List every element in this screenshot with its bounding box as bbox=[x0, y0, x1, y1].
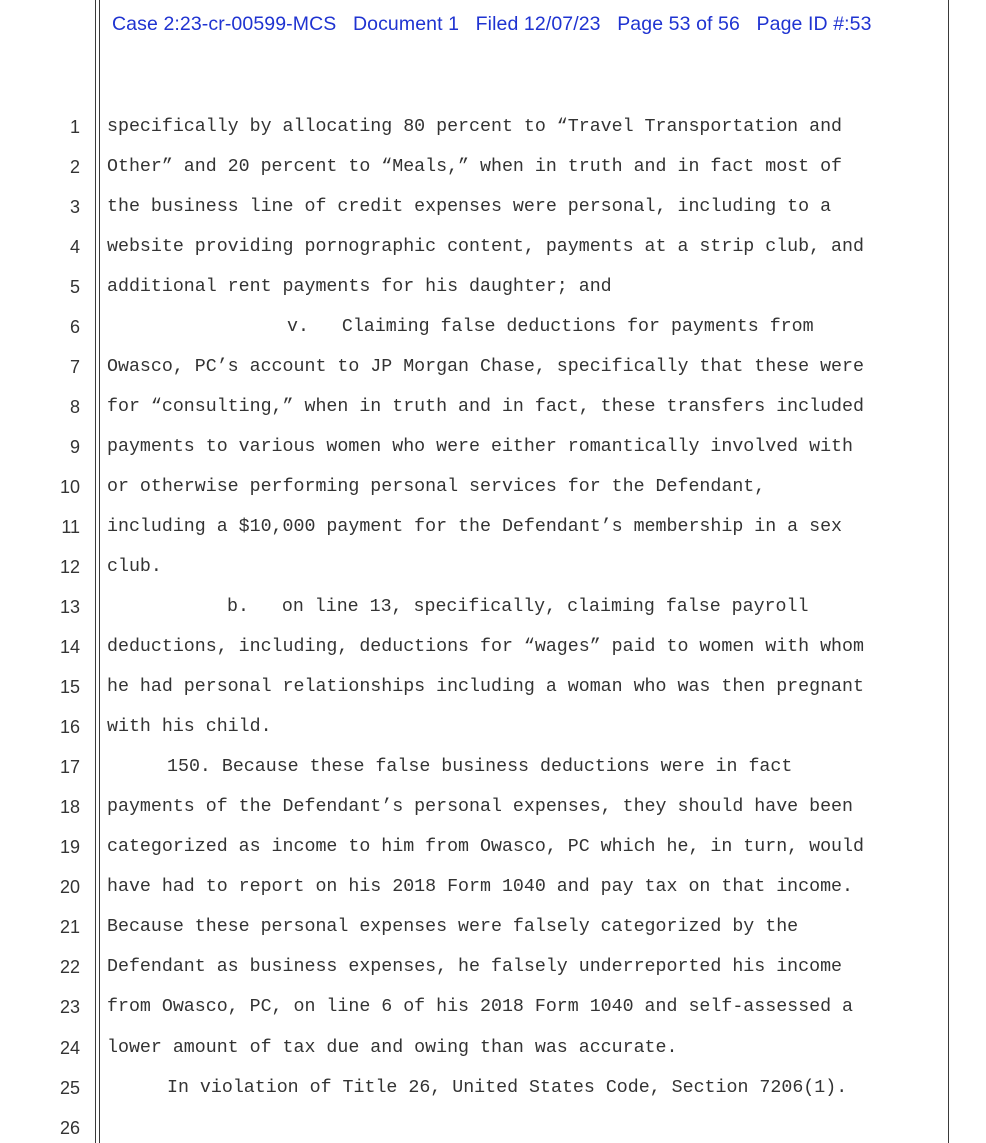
line-number: 9 bbox=[69, 437, 80, 457]
text-line: 150. Because these false business deductions were in fact bbox=[167, 757, 793, 777]
line-number: 4 bbox=[69, 237, 80, 257]
line-number: 5 bbox=[69, 277, 80, 297]
line-number: 21 bbox=[59, 917, 80, 937]
line-number: 7 bbox=[69, 357, 80, 377]
text-line: Other” and 20 percent to “Meals,” when in truth and in fact most of bbox=[107, 157, 843, 177]
line-number: 14 bbox=[59, 637, 80, 657]
text-line: specifically by allocating 80 percent to “Travel Transportation and bbox=[107, 117, 843, 137]
text-line: additional rent payments for his daughter; and bbox=[107, 277, 612, 297]
line-number: 22 bbox=[59, 957, 80, 977]
text-line: from Owasco, PC, on line 6 of his 2018 Form 1040 and self-assessed a bbox=[107, 997, 853, 1017]
line-number: 24 bbox=[59, 1038, 80, 1058]
text-line: club. bbox=[107, 557, 162, 577]
line-number: 3 bbox=[69, 197, 80, 217]
text-line: Because these personal expenses were falsely categorized by the bbox=[107, 917, 799, 937]
case-header bbox=[112, 13, 872, 36]
text-line: he had personal relationships including a woman who was then pregnant bbox=[107, 677, 864, 697]
text-line: with his child. bbox=[107, 717, 272, 737]
text-line: Owasco, PC’s account to JP Morgan Chase, specifically that these were bbox=[107, 357, 864, 377]
text-line: v. Claiming false deductions for payments from bbox=[287, 317, 814, 337]
line-number: 2 bbox=[69, 157, 80, 177]
text-line: payments to various women who were either romantically involved with bbox=[107, 437, 853, 457]
left-margin-rule-outer bbox=[95, 0, 96, 1143]
line-number: 20 bbox=[59, 877, 80, 897]
text-line: categorized as income to him from Owasco, PC which he, in turn, would bbox=[107, 837, 864, 857]
text-line: Defendant as business expenses, he falsely underreported his income bbox=[107, 957, 843, 977]
line-number: 19 bbox=[59, 837, 80, 857]
line-number: 17 bbox=[59, 757, 80, 777]
page-id: Page ID #:53 bbox=[756, 13, 872, 35]
text-line: deductions, including, deductions for “wages” paid to women with whom bbox=[107, 637, 864, 657]
line-number: 26 bbox=[59, 1118, 80, 1138]
text-line: In violation of Title 26, United States Code, Section 7206(1). bbox=[167, 1078, 848, 1098]
line-number: 12 bbox=[59, 557, 80, 577]
text-line: including a $10,000 payment for the Defendant’s membership in a sex bbox=[107, 517, 843, 537]
line-number: 18 bbox=[59, 797, 80, 817]
line-number: 10 bbox=[59, 477, 80, 497]
text-line: for “consulting,” when in truth and in fact, these transfers included bbox=[107, 397, 864, 417]
text-line: the business line of credit expenses were personal, including to a bbox=[107, 197, 832, 217]
text-line: lower amount of tax due and owing than was accurate. bbox=[107, 1038, 678, 1058]
line-number: 1 bbox=[69, 117, 80, 137]
line-number: 13 bbox=[59, 597, 80, 617]
page-count: Page 53 of 56 bbox=[617, 13, 740, 35]
left-margin-rule-inner bbox=[99, 0, 100, 1143]
right-margin-rule bbox=[948, 0, 949, 1143]
line-number: 23 bbox=[59, 997, 80, 1017]
text-line: payments of the Defendant’s personal expenses, they should have been bbox=[107, 797, 853, 817]
line-number: 8 bbox=[69, 397, 80, 417]
text-line: have had to report on his 2018 Form 1040 and pay tax on that income. bbox=[107, 877, 853, 897]
line-number: 11 bbox=[61, 517, 80, 537]
line-number: 15 bbox=[59, 677, 80, 697]
text-line: website providing pornographic content, payments at a strip club, and bbox=[107, 237, 864, 257]
document-number: Document 1 bbox=[352, 13, 460, 35]
filed-date: Filed 12/07/23 bbox=[475, 13, 601, 35]
text-line: or otherwise performing personal services for the Defendant, bbox=[107, 477, 766, 497]
case-number: Case 2:23-cr-00599-MCS bbox=[112, 13, 337, 35]
line-number: 16 bbox=[59, 717, 80, 737]
text-line: b. on line 13, specifically, claiming false payroll bbox=[227, 597, 809, 617]
line-number: 25 bbox=[59, 1078, 80, 1098]
line-number: 6 bbox=[69, 317, 80, 337]
